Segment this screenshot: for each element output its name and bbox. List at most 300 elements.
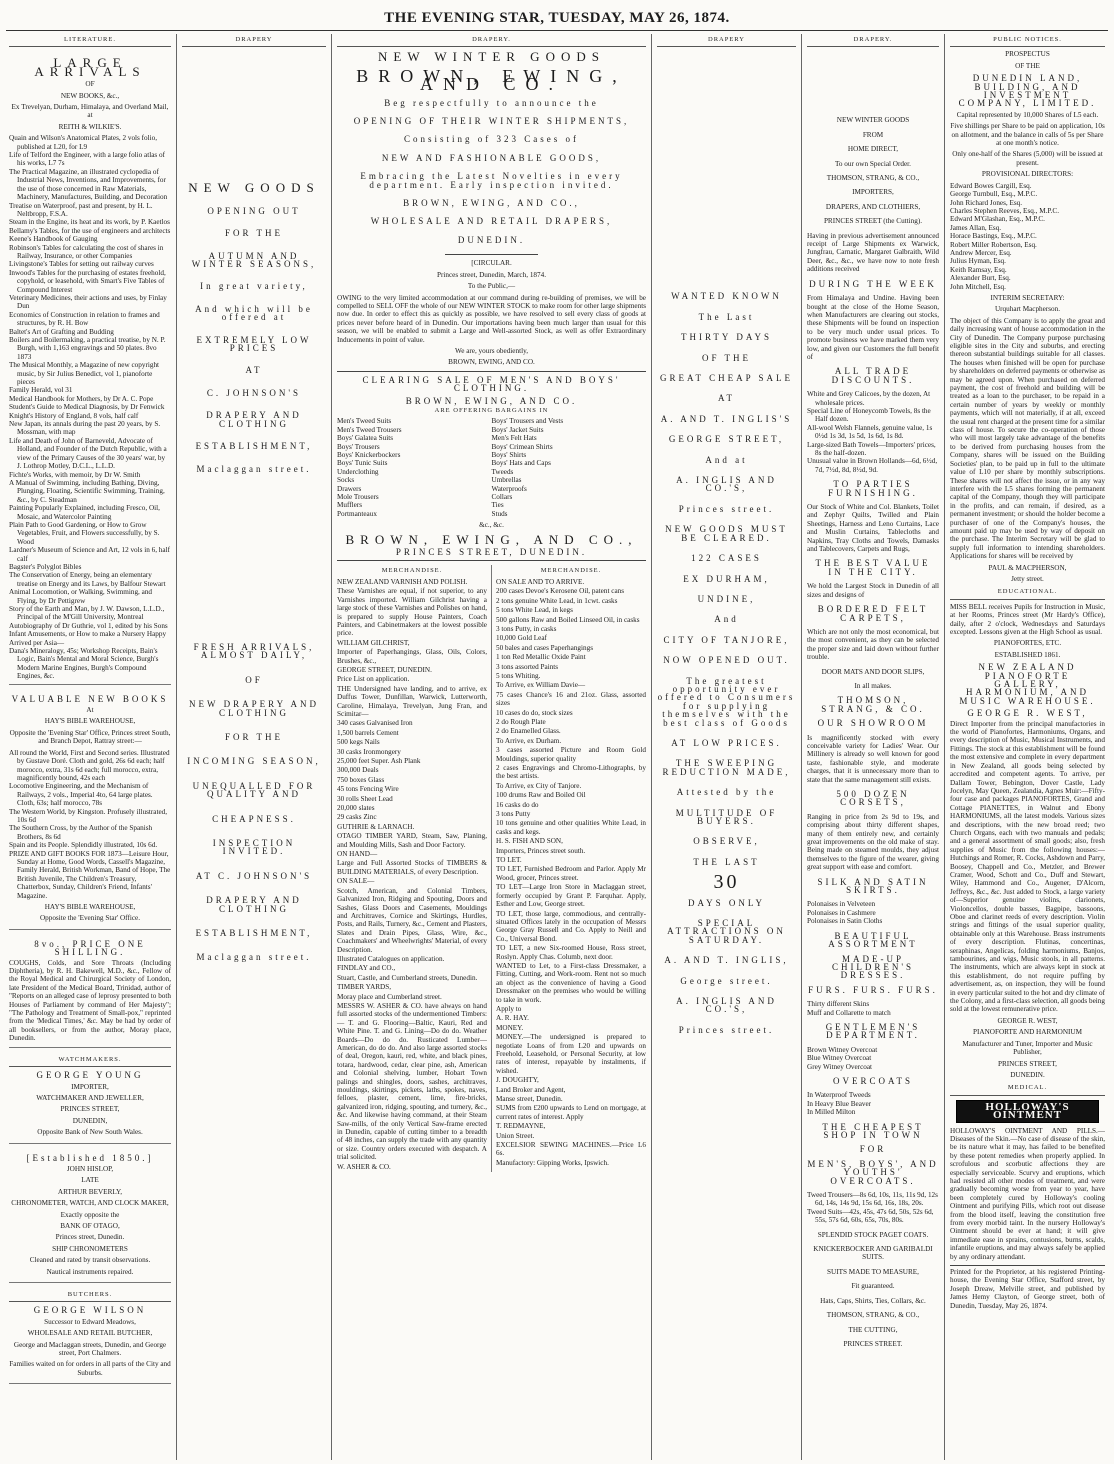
- book-item: Knight's History of England, 8 vols, half calf: [9, 411, 139, 420]
- merchandise-entry: EXCELSIOR SEWING MACHINES.—Price L6 6s.: [496, 1141, 646, 1158]
- merchandise-entry: Apply to: [496, 1004, 522, 1013]
- merchandise-entry: 3 tons Putty: [496, 810, 531, 819]
- prospectus-line: Only one-half of the Shares (5,000) will be issued at present.: [952, 150, 1103, 167]
- thomson-lines: FROM: [862, 130, 884, 139]
- column-head: LITERATURE.: [9, 34, 171, 47]
- book-item: Life of Telford the Engineer, with a large folio atlas of his works, L7 7s: [9, 151, 166, 168]
- thomson-items5: In Milled Milton: [807, 1108, 856, 1117]
- merchandise-entry: WANTED to Let, to a First-class Dressmaker, a Fitting, Cutting, and Work-room. Rent not so much an object as the convenience of having a Good Dressmaker on the premises who would be willing to take in work.: [496, 961, 646, 1004]
- johnson-line: Maclaggan street.: [196, 463, 312, 474]
- johnson-line: INSPECTION INVITED.: [212, 837, 296, 857]
- ad-line: Cleaned and rated by transit observations.: [29, 1256, 151, 1265]
- merchandise-entry: MESSRS W. ASHER & CO. have always on hand full assorted stocks of the undermentioned Timbers:— T. and G. Flooring—Baltic, Kauri, Red and White Pine. T. and G. Lining—Do do do. Weather Boards—Do do do. Rusticated Lumber—American, do do do. And also large assorted stocks of deal, Oregon, kauri, red, white, and black pines, totara, hardwood, cedar, clear pine, ash, American and Colonial shelving, lumber, Hobart Town palings and shingles, doors, sashes, architraves, mouldings, skirtings, pickets, laths, spokes, naves, felloes, plaster, cement, lime, fire-bricks, galvanized iron, ridging, spouting, and turnery, &c., &c. And likewise having command, at their Steam Saw-mills, of the only Vertical Saw-frame erected in Dunedin, capable of cutting timber to a breadth of 48 inches, can supply the trade with any quantity or size. Country orders executed with despatch. A trial solicited.: [337, 1001, 487, 1162]
- johnson-line: AT: [245, 365, 263, 376]
- clearing-item: Boys' Trousers: [337, 442, 380, 451]
- director-name: Robert Miller Robertson, Esq.: [950, 240, 1037, 249]
- thomson-h1: DURING THE WEEK: [809, 278, 937, 289]
- thomson-body5: Which are not only the most economical, but the most convenient, as they can be selected the proper size and laid down without further trouble.: [807, 627, 939, 662]
- thomson-h13: SUITS MADE TO MEASURE,: [827, 1267, 919, 1276]
- clearing-item: Socks: [337, 476, 355, 485]
- merchandise-entry: These Varnishes are equal, if not superior, to any Varnishes imported. William Gilchrist having a large stock of these Varnishes and Polishes on hand, is prepared to supply House Painters, Coach Painters, and Cabinetmakers at the lowest possible price.: [337, 587, 487, 638]
- ad-line: IMPORTER,: [71, 1082, 109, 1091]
- book-item: Student's Guide to Medical Diagnosis, by Dr Fenwick: [9, 403, 165, 412]
- ad-line: LATE: [81, 1176, 99, 1185]
- thomson-items1: All-wool Welsh Flannels, genuine value, 1s 0½d 1s 3d, 1s 5d, 1s 6d, 1s 8d.: [807, 423, 933, 441]
- merchandise-entry: 500 kegs Nails: [337, 738, 380, 747]
- book-item: Bellamy's Tables, for the use of engineers and architects: [9, 226, 171, 235]
- book-item: Boilers and Boilermaking, a practical treatise, by N. P. Burgh, with 1,163 engravings and 50 plates. 8vo 1873: [9, 336, 166, 361]
- book-item: Medical Handbook for Mothers, by Dr A. C. Pope: [9, 394, 154, 403]
- inglis-line: AT: [718, 393, 735, 404]
- inglis-line: George street.: [680, 975, 773, 986]
- book-item: Keene's Handbook of Gauging: [9, 235, 98, 244]
- thomson-lines: THOMSON, STRANG, & CO.,: [826, 174, 920, 183]
- printer-imprint: Printed for the Proprietor, at his registered Printing-house, the Evening Star Office, Stafford street, by Joseph Dreaw, Melville street, and published by James Hemy Clayton, of George street, both of Dunedin, Tuesday, May 26, 1874.: [950, 1265, 1105, 1310]
- inglis-line: 122 CASES: [691, 553, 762, 564]
- merchandise-head-left: MERCHANDISE.: [381, 567, 443, 575]
- thomson-items2: Polonaises in Cashmere: [807, 908, 876, 917]
- inglis-ad: [657, 292, 796, 1034]
- clearing-item: Boys' Trousers and Vests: [491, 417, 564, 426]
- inglis-line: DAYS ONLY: [687, 897, 766, 908]
- merchandise-entry: Importer of Paperhangings, Glass, Oils, Colors, Brushes, &c.,: [337, 648, 487, 665]
- merchandise-entry: 25,000 feet Super. Ash Plank: [337, 757, 421, 765]
- book-item: Economics of Construction in relation to frames and structures, by R. H. Bow: [9, 310, 160, 328]
- prospectus-line: OF THE: [1015, 61, 1040, 70]
- director-name: Alexander Burt, Esq.: [950, 274, 1011, 283]
- thomson-items2: Polonaises in Satin Cloths: [807, 917, 883, 926]
- merchandise-entry: 500 gallons Raw and Boiled Linseed Oil, in casks: [496, 615, 640, 624]
- thomson-h6: In all makes.: [854, 681, 892, 690]
- merchandise-section: [337, 565, 646, 1172]
- ad-line: DUNEDIN,: [72, 1116, 108, 1125]
- merchandise-entry: 30 casks Ironmongery: [337, 747, 401, 756]
- thomson-lines: DRAPERS, AND CLOTHIERS,: [825, 202, 921, 211]
- ad-line: BANK OF OTAGO,: [60, 1221, 120, 1230]
- winter-shipment-line: DUNEDIN.: [457, 234, 526, 245]
- merchandise-entry: Stuart, Castle, and Cumberland streets, Dunedin.: [337, 973, 478, 982]
- merchandise-entry: 3 cases assorted Picture and Room Gold Mouldings, superior quality: [496, 746, 646, 763]
- merchandise-entry: Scotch, American, and Colonial Timbers, Galvanized Iron, Ridging and Spouting, Doors and Sashes, Glass Doors and Casements, Mouldings and Architraves, Cornice and Skirtings, Hurdles, Posts, and Rails, Turnery, &c., Cement and Plasters, Slates and Drain Pipes, Glass, Wire, &c., Coachmakers' and Wheelwrights' Material, of every Description.: [337, 886, 487, 954]
- thomson-items4: Grey Witney Overcoat: [807, 1062, 873, 1071]
- book-item: Locomotive Engineering, and the Mechanism of Railways, 2 vols., Imperial 4to, 64 large plates. Cloth, 63s; half morocco, 78s: [9, 782, 153, 808]
- educational-head: EDUCATIONAL.: [950, 586, 1105, 599]
- merchandise-entry: 45 tons Fencing Wire: [337, 785, 399, 794]
- merchandise-head-right: MERCHANDISE.: [540, 567, 602, 575]
- thomson-lines: HOME DIRECT,: [847, 145, 899, 154]
- holloway-banner: HOLLOWAY'S OINTMENT: [956, 1100, 1099, 1123]
- circular-body: OWING to the very limited accommodation at our command during re-building of premises, we will be compelled to SELL OFF the whole of our NEW WINTER STOCK to make room for other large shipments now due. In order to effect this as quickly as possible, we have resolved to sell every class of goods at prices never before heard of in Dunedin. Our importations having been much larger than usual for this season, we will be enabled to submit a Large and Well-assorted Stock, as well as offer Extraordinary Inducements in point of value.: [337, 293, 646, 344]
- inglis-line: SPECIAL ATTRACTIONS ON SATURDAY.: [667, 918, 786, 945]
- director-name: George Turnbull, Esq., M.P.C.: [950, 190, 1038, 199]
- ad-line: WHOLESALE AND RETAIL BUTCHER,: [27, 1329, 153, 1338]
- thomson-items6: Tweed Suits—42s, 45s, 47s 6d, 50s, 52s 6d, 55s, 57s 6d, 60s, 65s, 70s, 80s.: [807, 1207, 934, 1225]
- merchandise-entry: Land Broker and Agent,: [496, 1085, 566, 1094]
- merchandise-entry: 1 ton Red Metallic Oxide Paint: [496, 653, 586, 662]
- director-name: Charles Stephen Reeves, Esq., M.P.C.: [950, 206, 1060, 215]
- merchandise-entry: TIMBER YARDS,: [337, 983, 392, 992]
- column-drapery-inglis: [652, 34, 802, 1460]
- clearing-item: Boys' Crimean Shirts: [491, 442, 553, 451]
- circular-line: To the Public,—: [467, 282, 516, 291]
- clearing-items: [337, 417, 646, 518]
- merchandise-entry: TO LET.: [496, 856, 522, 865]
- inglis-line: THE SWEEPING REDUCTION MADE,: [662, 758, 791, 777]
- book-item: The Southern Cross, by the Author of the Spanish Brothers, 8s 6d: [9, 824, 153, 841]
- public-notices: [950, 50, 1105, 1310]
- clearing-item: Ties: [491, 501, 504, 510]
- secretary-line: Urquhart Macpherson.: [994, 305, 1061, 314]
- piano-line: NEW ZEALAND PIANOFORTE GALLERY, HARMONIUM, AND MUSIC WAREHOUSE.: [959, 662, 1096, 706]
- ad-line: Nautical instruments repaired.: [46, 1267, 134, 1276]
- thomson-lines: To our own Special Order.: [835, 159, 911, 168]
- brown-ewing-firm: BROWN, EWING, AND CO.: [356, 65, 627, 95]
- director-name: James Allan, Esq.: [950, 223, 1002, 232]
- merchandise-entry: SUMS from £200 upwards to Lend on mortgage, at current rates of interest. Apply: [496, 1104, 646, 1121]
- clearing-footer: [337, 531, 646, 558]
- clearing-item: Boys' Knickerbockers: [337, 451, 401, 459]
- column-head: DRAPERY.: [807, 34, 939, 47]
- ad-line: At: [86, 706, 94, 715]
- inglis-line: Princes street.: [678, 1024, 775, 1035]
- thomson-body4: We hold the Largest Stock in Dunedin of all sizes and designs of: [807, 582, 939, 599]
- merchandise-entry: 2 do Enamelled Glass.: [496, 727, 561, 736]
- clearing-left-list: [337, 417, 492, 518]
- ad-body: COUGHS, Colds, and Sore Throats (Including Diphtheria), by R. H. Bakewell, M.D., &c., Fellow of the Royal Medical and Chirurgical Society of London, late President of the Medical Board, Trinidad, author of "Reports on an alleged case of leprosy presented to both Houses of Parliament by command of Her Majesty"; "The Pathology and Treatment of Small-pox," reprinted from the 'Medical Times,' &c. May be had by order of all booksellers, or from the author, Moray place, Dunedin.: [9, 958, 171, 1043]
- johnson-line: DRAPERY AND CLOTHING: [206, 895, 302, 914]
- thomson-h2: ALL TRADE DISCOUNTS.: [831, 366, 915, 385]
- piano-sign: DUNEDIN.: [1010, 1070, 1045, 1079]
- winter-shipment-line: Beg respectfully to announce the: [384, 97, 599, 108]
- piano-line: PIANOFORTES, ETC.: [993, 639, 1062, 648]
- thomson-lines: PRINCES STREET (the Cutting).: [823, 217, 923, 226]
- winter-shipment-line: WHOLESALE AND RETAIL DRAPERS,: [370, 216, 613, 227]
- thomson-h11: OVERCOATS: [832, 1075, 913, 1086]
- book-item: Dana's Mineralogy, 45s; Workshop Receipts, Bain's Logic, Bain's Mental and Moral Science, Burgh's Modern Marine Engines, Burgh's Compound Engines, &c.: [9, 647, 159, 681]
- inglis-line: MULTITUDE OF BUYERS.: [675, 807, 778, 826]
- book-item: The Western World, by Kingston. Profusely illustrated, 10s 6d: [9, 807, 168, 824]
- merchandise-entry: 75 cases Chance's 16 and 21oz. Glass, assorted sizes: [496, 690, 646, 708]
- thomson-body2: From Himalaya and Undine. Having been bought at the close of the Home Season, when Manufacturers are clearing out stocks, these Shipments will be found on inspection to be very much under usual prices. To promote business we have marked them very low, and given our Customers the full benefit of: [807, 294, 939, 361]
- johnson-line: OF: [245, 674, 263, 685]
- clearing-item: Boys' Galatea Suits: [337, 434, 393, 443]
- merchandise-entry: FINDLAY and CO.,: [337, 964, 396, 973]
- inglis-line: A. AND T. INGLIS,: [664, 955, 789, 966]
- ad-heading: GEORGE WILSON: [33, 1305, 147, 1316]
- thomson-showroom: THOMSON, STRANG, & CO.: [821, 695, 925, 714]
- inglis-line: A. AND T. INGLIS'S: [660, 413, 793, 424]
- column-head: DRAPERY: [657, 34, 796, 47]
- ad-heading: [Established 1850.]: [26, 1152, 154, 1163]
- book-item: The Practical Magazine, an illustrated cyclopedia of Industrial News, Inventions, and Improvements, for the use of those concerned in Raw Materials, Machinery, Manufactures, Building, and Decoration: [9, 167, 168, 202]
- thomson-items3: Thirty different Skins: [807, 1000, 870, 1009]
- ad-footer-line: HAY'S BIBLE WAREHOUSE,: [44, 903, 136, 911]
- inglis-line: OF THE: [701, 352, 752, 363]
- piano-body: Direct Importer from the principal manufactories in the world of Pianofortes, Harmoniums, Organs, and every description of Music, Musical Instruments, and Fittings. The stock at this establishment will be found the most extensive and complete in every department in New Zealand, all goods being selected by accredited and competent agents. To arrive, per Dallam Tower, Bebington, Dover Castle, Lady Jocelyn, May Queen, Zealandia, Agnes Muir:—Fifty-four case and packages PIANOFORTES, Grand and Cottage PIANETTES, in Walnut and Ebony HARMONIUMS, all the latest models. Various sizes and descriptions, with the new broad reed; two Church Organs, each with two manuals and pedals; and a general assortment of small goods; also, fresh supplies of Music from the following houses:—Hutchings and Romer, R. Cocks, Ashdown and Parry, Boosey, Chappell and Co., Metzler, and Brewer Cramer, Wood, Schott and Co., Duff and Stewart, Wiley, Hammond and Co., Augener, D'Alcorn, Jeffreys, &c., &c. Just added to Stock, a large variety of—Superior genuine violins, clarionets, Violoncellos, double basses, Bagpipe, bassoons, Oboe and clarinet reeds of every description. Violin strings and fittings of the usual superior quality, obtainable only at this Warehouse. Brass instruments of every description. Flutinas, concertinas, seraphinas, Angelicas, folding harmoniums, Banjos, tambourines, and wigs, Music stools, in all patterns. The instruments, which are always kept in stock at this establishment, do not require puffing by advertisement, as, on inspection, they will be found in every particular suited to the hot and dry climate of the Colony, and a first-class selection, all goods being sold at the lowest remunerative price.: [950, 719, 1105, 1014]
- clearing-footer-line: BROWN, EWING, AND CO.,: [345, 531, 638, 547]
- inglis-line: Attested by the: [676, 787, 777, 798]
- clearing-item: Studs: [491, 509, 508, 518]
- clearing-item: Mole Trousers: [337, 493, 379, 502]
- clearing-item: Men's Tweed Trousers: [337, 425, 402, 434]
- thomson-h13: SPLENDID STOCK PAGET COATS.: [817, 1230, 929, 1239]
- masthead: [0, 0, 1114, 34]
- book-item: Baltet's Art of Grafting and Budding: [9, 327, 114, 336]
- clearing-item: Boys' Hats and Caps: [491, 459, 551, 468]
- ad-line: HAY'S BIBLE WAREHOUSE,: [44, 717, 136, 726]
- johnson-line: NEW DRAPERY AND CLOTHING: [188, 699, 319, 718]
- book-item: Plain Path to Good Gardening, or How to Grow Vegetables, Fruit, and Flowers successfully, by S. Wood: [9, 520, 160, 546]
- merchandise-entry: TO LET—Large Iron Store in Maclaggan street, formerly occupied by Grant P. Farquhar. Apply, Esther and Low, George street.: [496, 883, 646, 909]
- merchandise-entry: 5 tons Whiting.: [496, 671, 541, 680]
- thomson-h7: 500 DOZEN CORSETS,: [836, 789, 910, 808]
- merchandise-entry: 750 boxes Glass: [337, 775, 385, 784]
- merchandise-entry: ON SALE—: [337, 877, 375, 886]
- literature-ad: [9, 933, 171, 1048]
- merchandise-entry: 29 casks Zinc: [337, 813, 377, 822]
- thomson-h8: SILK AND SATIN SKIRTS.: [817, 876, 929, 896]
- merchandise-entry: 200 cases Devoe's Kerosene Oil, patent cans: [496, 587, 625, 596]
- johnson-line: INCOMING SEASON,: [187, 756, 321, 767]
- thomson-items1: Special Line of Honeycomb Towels, 8s the Half dozen.: [807, 406, 931, 424]
- johnson-line: DRAPERY AND CLOTHING: [206, 410, 302, 429]
- book-item: Livingstone's Tables for setting out railway curves: [9, 260, 154, 269]
- winter-goods-title: NEW WINTER GOODS: [378, 49, 605, 65]
- circular-signature: [337, 347, 646, 367]
- johnson-line: And which will be offered at: [195, 303, 313, 323]
- johnson-line: AT C. JOHNSON'S: [195, 870, 313, 881]
- column-drapery-brown-ewing: [332, 34, 652, 1460]
- merchandise-entry: GUTHRIE & LARNACH.: [337, 822, 415, 831]
- ad-line: WATCHMAKER AND JEWELLER,: [36, 1093, 144, 1102]
- ad-line: PRINCES STREET,: [60, 1105, 120, 1114]
- clearing-item: Portmanteaux: [337, 509, 377, 518]
- piano-sign: Manufacturer and Tuner, Importer and Music Publisher,: [962, 1039, 1093, 1057]
- thomson-body3: Our Stock of White and Col. Blankets, Toilet and Zephyr Quilts, Twilled and Plain Sheetings, Harness and Leno Curtains, Lace and Muslin Curtains, Tablecloths and Napkins, Tray Cloths and Towels, Damasks and Tablecovers, Carpets and Rugs,: [807, 503, 939, 554]
- merchandise-entry: J. DOUGHTY,: [496, 1076, 539, 1085]
- johnson-ad-autumn: [182, 180, 326, 474]
- book-item: Veterinary Medicines, their actions and uses, by Finlay Dun: [9, 293, 167, 311]
- book-item: Robinson's Tables for calculating the cost of shares in Railway, Insurance, or other Companies: [9, 243, 164, 260]
- column-literature: [4, 34, 177, 1460]
- johnson-line: FOR THE: [224, 228, 284, 239]
- circular-line: [CIRCULAR.: [471, 259, 512, 268]
- merchandise-entry: TO LET, a new Six-roomed House, Ross street, Roslyn. Apply Chas. Columb, next door.: [496, 944, 646, 961]
- book-item: Family Herald, vol 31: [9, 386, 73, 395]
- ad-heading: LARGE ARRIVALS: [34, 55, 146, 79]
- ad-footer-line: Opposite the 'Evening Star' Office.: [39, 914, 141, 923]
- piano-sign: PRINCES STREET,: [998, 1059, 1057, 1068]
- merchandise-entry: WILLIAM GILCHRIST,: [337, 638, 410, 647]
- column-head: PUBLIC NOTICES.: [950, 34, 1105, 47]
- director-name: Andrew Mercer, Esq.: [950, 248, 1012, 257]
- merchandise-entry: Manufactory: Gipping Works, Ipswich.: [496, 1158, 609, 1167]
- clearing-item: Drawers: [337, 484, 362, 493]
- thomson-h4: THE BEST VALUE IN THE CITY.: [815, 558, 931, 577]
- book-item: Spain and its People. Splendidly illustrated, 10s 6d.: [9, 841, 158, 850]
- thomson-h6: DOOR MATS AND DOOR SLIPS,: [821, 667, 925, 676]
- merchandise-entry: 5 tons White Lead, in kegs: [496, 606, 573, 615]
- merchandise-entry: 100 drums Raw and Boiled Oil: [496, 791, 586, 800]
- ad-line: NEW BOOKS, &c.,: [60, 91, 120, 100]
- newspaper-page: [4, 34, 1110, 1460]
- inglis-line: AT LOW PRICES.: [671, 737, 782, 748]
- book-item: Animal Locomotion, or Walking, Swimming, and Flying, by Dr Pettigrew: [9, 588, 153, 605]
- inglis-line: UNDINE,: [697, 593, 756, 604]
- literature-ad: [9, 688, 171, 930]
- merchandise-entry: 3 tons assorted Paints: [496, 662, 559, 671]
- merchandise-entry: A. R. HAY.: [496, 1014, 529, 1023]
- book-item: Arrived per Asia—: [9, 638, 65, 647]
- column-head: DRAPERY: [182, 34, 326, 47]
- ad-line: Opposite Bank of New South Wales.: [37, 1128, 143, 1137]
- merchandise-entry: 3 tons Putty, in casks: [496, 624, 557, 633]
- director-name: John Mitchell, Esq.: [950, 282, 1006, 291]
- clearing-etc: &c., &c.: [479, 521, 504, 530]
- merchandise-entry: To Arrive, ex Durham.: [496, 736, 562, 745]
- merchandise-entry: Price List on application.: [337, 675, 410, 684]
- thomson-h12: MEN'S, BOYS', AND YOUTHS' OVERCOATS.: [807, 1158, 939, 1186]
- book-item: Autobiography of Dr Guthrie, vol 1, edited by his Sons: [9, 621, 168, 630]
- book-item: Treatise on Waterproof, past and present, by H. L. Neltbropp, F.S.A.: [9, 201, 153, 218]
- clearing-item: Boys' Jacket Suits: [491, 425, 544, 434]
- medical-head: MEDICAL.: [950, 1082, 1105, 1095]
- prospectus-line: PROVISIONAL DIRECTORS:: [981, 170, 1074, 179]
- thomson-h12: THE CHEAPEST SHOP IN TOWN: [822, 1121, 924, 1140]
- ad-line: George and Maclaggan streets, Dunedin, and George street, Port Chalmers.: [13, 1340, 167, 1358]
- thomson-items4: Brown Witney Overcoat: [807, 1045, 878, 1054]
- inglis-line: A. INGLIS AND CO.'S,: [676, 475, 777, 494]
- column-drapery-johnson: [177, 34, 332, 1460]
- winter-shipment-line: Consisting of 323 Cases of: [403, 134, 579, 145]
- merchandise-entry: Illustrated Catalogues on application.: [337, 954, 445, 963]
- prospectus-line: PROSPECTUS: [1005, 50, 1050, 59]
- director-name: John Richard Jones, Esq.: [950, 198, 1023, 207]
- book-item: PRIZE AND GIFT BOOKS FOR 1873—Leisure Hour, Sunday at Home, Good Words, Cassell's Magazine, Family Herald, British Workman, Band of Hope, The British Juvenile, The Children's Treasury, Chatterbox, Sunday, Children's Friend, Infants' Magazine.: [9, 849, 171, 900]
- ad-line: OF: [85, 80, 95, 89]
- merchandise-entry: 10 tons genuine and other qualities White Lead, in casks and kegs.: [496, 819, 646, 836]
- director-name: Keith Ramsay, Esq.: [950, 265, 1007, 274]
- ad-line: ARTHUR BEVERLY,: [57, 1187, 123, 1196]
- merchandise-entry: To Arrive, ex City of Tanjore.: [496, 781, 582, 790]
- ad-line: SHIP CHRONOMETERS: [52, 1244, 128, 1253]
- clearing-item: Boys' Tunic Suits: [337, 459, 388, 468]
- director-name: Julius Hyman, Esq.: [950, 257, 1006, 266]
- book-item: All round the World, First and Second series. Illustrated by Gustave Doré. Cloth and gold, 26s 6d each; half morocco, extra, 31s 6d each; full morocco, extra, magnificently bound, 42s each: [9, 748, 170, 782]
- piano-line: GEORGE R. WEST,: [967, 708, 1088, 719]
- merchandise-entry: 10,000 Gold Leaf: [496, 634, 547, 643]
- merchandise-entry: Union Street.: [496, 1131, 535, 1140]
- johnson-line: UNEQUALLED FOR QUALITY AND: [192, 780, 316, 800]
- inglis-line: 30: [713, 871, 740, 894]
- thomson-items5: In Heavy Blue Beaver: [807, 1099, 872, 1108]
- clearing-sale-title: CLEARING SALE OF MEN'S AND BOYS' CLOTHING.: [362, 374, 621, 394]
- inglis-line: GEORGE STREET,: [668, 434, 785, 445]
- inglis-line: OBSERVE,: [693, 836, 760, 847]
- johnson-ad-fresh: [182, 643, 326, 962]
- merchandise-left: [337, 578, 487, 1171]
- clearing-item: Collars: [491, 493, 513, 502]
- merchandise-entry: GEORGE STREET, DUNEDIN.: [337, 665, 432, 674]
- thomson-h9: BEAUTIFUL ASSORTMENT: [828, 930, 918, 950]
- circular-sign-line: We are, yours obediently,: [455, 346, 528, 355]
- educational-body: MISS BELL receives Pupils for Instruction in Music, at her Rooms, Princes street (Mr Hardy's Office), daily, after 2 o'clock, Wednesdays and Saturdays excepted. Lessons given at the High School as usual.: [950, 602, 1105, 636]
- book-item: Lardner's Museum of Science and Art, 12 vols in 6, half calf: [9, 546, 170, 563]
- section-head: BUTCHERS.: [9, 1289, 171, 1302]
- johnson-line: Maclaggan street.: [196, 952, 312, 963]
- book-item: The Conservation of Energy, being an elementary treatise on Energy and its Laws, by Balfour Stewart: [9, 571, 166, 588]
- clearing-item: Underclothing: [337, 467, 379, 476]
- holloway-body: HOLLOWAY'S OINTMENT AND PILLS.—Diseases of the Skin.—No case of disease of the skin, be its nature what it may, has failed to be benefited by these potent remedies when properly applied. In scrofulous and scorbutic affections they are especially serviceable. Scurvy and eruptions, which had resisted all other modes of treatment, and were gradually becoming worse from year to year, have been completely cured by Holloway's cooling Ointment and purifying Pills, which root out disease from the blood itself, leaving the constitution free from every morbid taint. In the nursery Holloway's Ointment should be ever at hand; it will give immediate ease in sprains, contusions, burns, scalds, infantile eruptions, and may always safely be applied by any ordinary attendant.: [950, 1126, 1105, 1261]
- thomson-strang-ad: [807, 116, 939, 1348]
- prospectus-sign: Jetty street.: [1011, 574, 1044, 583]
- merchandise-entry: 16 casks do do: [496, 800, 539, 809]
- thomson-h13: KNICKERBOCKER AND GARIBALDI SUITS.: [813, 1245, 933, 1262]
- literature-ad: [9, 50, 171, 684]
- inglis-line: WANTED KNOWN: [671, 291, 782, 302]
- johnson-line: FOR THE: [224, 731, 284, 742]
- ad-line: CHRONOMETER, WATCH, AND CLOCK MAKER,: [11, 1199, 169, 1208]
- johnson-line: AUTUMN AND WINTER SEASONS,: [191, 250, 317, 270]
- thomson-h13: THE CUTTING,: [848, 1325, 898, 1334]
- inglis-line: A. INGLIS AND CO.'S,: [676, 996, 777, 1015]
- thomson-h9: FURS. FURS. FURS.: [808, 984, 938, 995]
- ad-line: Families waited on for orders in all parts of the City and Suburbs.: [9, 1360, 171, 1377]
- inglis-line: NEW GOODS MUST BE CLEARED.: [665, 524, 788, 543]
- inglis-line: EX DURHAM,: [683, 573, 770, 584]
- inglis-line: THE LAST: [693, 856, 760, 867]
- thomson-lines: IMPORTERS,: [852, 188, 894, 197]
- thomson-h10: GENTLEMEN'S DEPARTMENT.: [825, 1021, 921, 1041]
- section-head: WATCHMAKERS.: [9, 1054, 171, 1067]
- book-item: Infant Amusements, or How to make a Nursery Happy: [9, 630, 167, 639]
- thomson-h13: Fit guaranteed.: [851, 1282, 895, 1291]
- thomson-body1: Having in previous advertisement announced receipt of Large Shipments ex Warwick, Jungfrau, Carnatic, Margaret Galbraith, Wild Deer, &c., &c., we have now to note fresh additions received: [807, 231, 939, 274]
- johnson-line: In great variety,: [200, 281, 308, 292]
- johnson-line: C. JOHNSON'S: [206, 387, 302, 398]
- merchandise-entry: Importers, Princes street south.: [496, 846, 586, 855]
- merchandise-entry: ON SALE AND TO ARRIVE.: [496, 577, 585, 586]
- column-head: DRAPERY.: [337, 34, 646, 47]
- merchandise-entry: 340 cases Galvanised Iron: [337, 719, 413, 728]
- merchandise-entry: 2 cases Engravings and Chromo-Lithographs, by the best artists.: [496, 764, 646, 781]
- literature-ad: [9, 1051, 171, 1144]
- ad-line: Successor to Edward Meadows,: [44, 1317, 136, 1326]
- winter-shipments-lines: [337, 99, 646, 245]
- thomson-h13: Hats, Caps, Shirts, Ties, Collars, &c.: [820, 1296, 926, 1305]
- inglis-line: THIRTY DAYS: [680, 332, 773, 343]
- prospectus-line: Five shillings per Share to be paid on application, 10s on allotment, and the balance in calls of 5s per Share at one month's notice.: [950, 122, 1105, 148]
- clearing-item: Men's Felt Hats: [491, 434, 537, 443]
- book-item: Fichte's Works, with memoir, by Dr W. Smith: [9, 470, 141, 479]
- ad-heading: 8vo., PRICE ONE SHILLING.: [34, 938, 146, 958]
- merchandise-entry: 30 rolls Sheet Lead: [337, 794, 393, 803]
- johnson-line: EXTREMELY LOW PRICES: [196, 334, 312, 354]
- thomson-h13: THOMSON, STRANG, & CO.,: [826, 1311, 920, 1320]
- inglis-line: The greatest opportunity ever offered to Consumers for supplying themselves with the best class of Goods: [657, 675, 796, 728]
- merchandise-entry: TO LET, Furnished Bedroom and Parlor. Apply Mr Wood, grocer, Princes street.: [496, 865, 646, 882]
- clearing-item: Boys' Shirts: [491, 451, 527, 459]
- circular-line: Princes street, Dunedin, March, 1874.: [437, 270, 546, 279]
- merchandise-entry: THE Undersigned have landing, and to arrive, ex Duffus Tower, Dunfillan, Warwick, Lutterworth, Caroline, Himalaya, Trevelyan, Jung Fran, and Scimitar—: [337, 684, 487, 718]
- thomson-items2: Polonaises in Velveteen: [807, 900, 876, 909]
- merchandise-entry: NEW ZEALAND VARNISH AND POLISH.: [337, 577, 468, 586]
- literature-ad: [9, 1147, 171, 1283]
- thomson-items6: Tweed Trousers—8s 6d, 10s, 11s, 11s 9d, 12s 6d, 14s, 14s 9d, 15s 6d, 16s, 18s, 20s.: [807, 1191, 938, 1208]
- clearing-firm: BROWN, EWING, AND CO.: [405, 395, 578, 406]
- johnson-line: FRESH ARRIVALS, ALMOST DAILY,: [193, 641, 315, 661]
- book-item: Inwood's Tables for the purchasing of estates freehold, copyhold, or leasehold, with Smart's Five Tables of Compound Interest: [9, 268, 166, 294]
